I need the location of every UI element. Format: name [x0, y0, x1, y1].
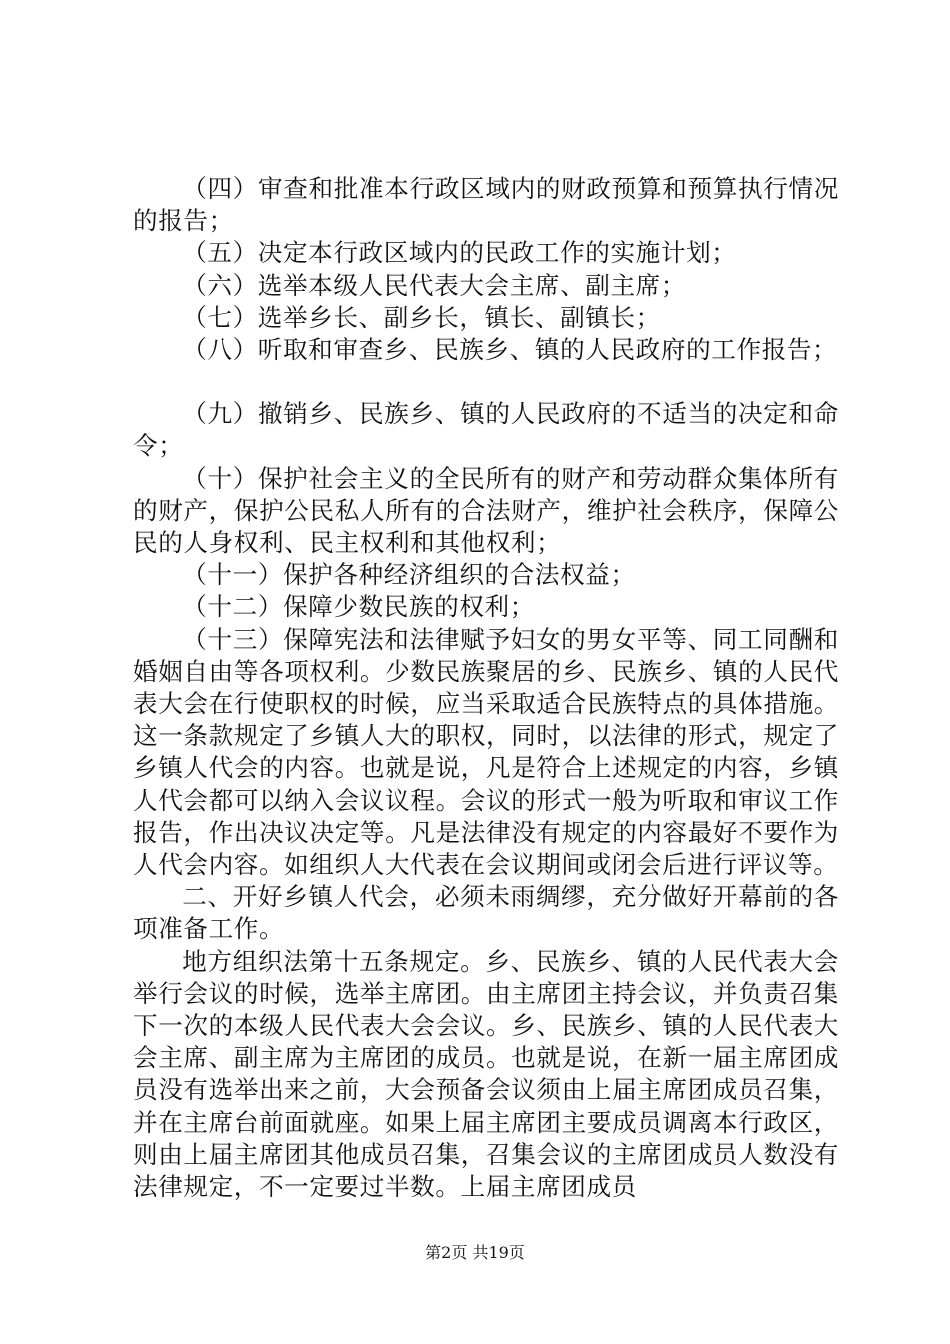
paragraph-item-10: （十）保护社会主义的全民所有的财产和劳动群众集体所有的财产，保护公民私人所有的合法财产，维护社会秩序，保障公民的人身权利、民主权利和其他权利；	[133, 463, 839, 558]
paragraph-item-13: （十三）保障宪法和法律赋予妇女的男女平等、同工同酬和婚姻自由等各项权利。少数民族聚居的乡、民族乡、镇的人民代表大会在行使职权的时候，应当采取适合民族特点的具体措施。这一条款规定了乡镇人大的职权，同时，以法律的形式，规定了乡镇人代会的内容。也就是说，凡是符合上述规定的内容，乡镇人代会都可以纳入会议议程。会议的形式一般为听取和审议工作报告，作出决议决定等。凡是法律没有规定的内容最好不要作为人代会内容。如组织人大代表在会议期间或闭会后进行评议等。	[133, 624, 839, 880]
section-heading-2: 二、开好乡镇人代会，必须未雨绸缪，充分做好开幕前的各项准备工作。	[133, 882, 839, 944]
page-footer	[0, 1242, 950, 1264]
paragraph-item-4: （四）审查和批准本行政区域内的财政预算和预算执行情况的报告；	[133, 174, 839, 236]
paragraph-item-8: （八）听取和审查乡、民族乡、镇的人民政府的工作报告；	[182, 335, 838, 365]
paragraph-item-9: （九）撤销乡、民族乡、镇的人民政府的不适当的决定和命令；	[133, 399, 839, 461]
paragraph-item-12: （十二）保障少数民族的权利；	[182, 592, 535, 622]
paragraph-item-7: （七）选举乡长、副乡长，镇长、副镇长；	[182, 302, 661, 332]
paragraph-item-11: （十一）保护各种经济组织的合法权益；	[182, 560, 636, 590]
paragraph-item-6: （六）选举本级人民代表大会主席、副主席；	[182, 270, 687, 300]
paragraph-item-5: （五）决定本行政区域内的民政工作的实施计划；	[182, 238, 737, 268]
paragraph-organization-law: 地方组织法第十五条规定。乡、民族乡、镇的人民代表大会举行会议的时候，选举主席团。由主席团主持会议，并负责召集下一次的本级人民代表大会会议。乡、民族乡、镇的人民代表大会主席、副主席为主席团的成员。也就是说，在新一届主席团成员没有选举出来之前，大会预备会议须由上届主席团成员召集，并在主席台前面就座。如果上届主席团主要成员调离本行政区，则由上届主席团其他成员召集，召集会议的主席团成员人数没有法律规定，不一定要过半数。上届主席团成员	[133, 946, 839, 1202]
page-number-label: 第2页 共19页	[425, 1243, 525, 1262]
document-body	[133, 173, 839, 1203]
